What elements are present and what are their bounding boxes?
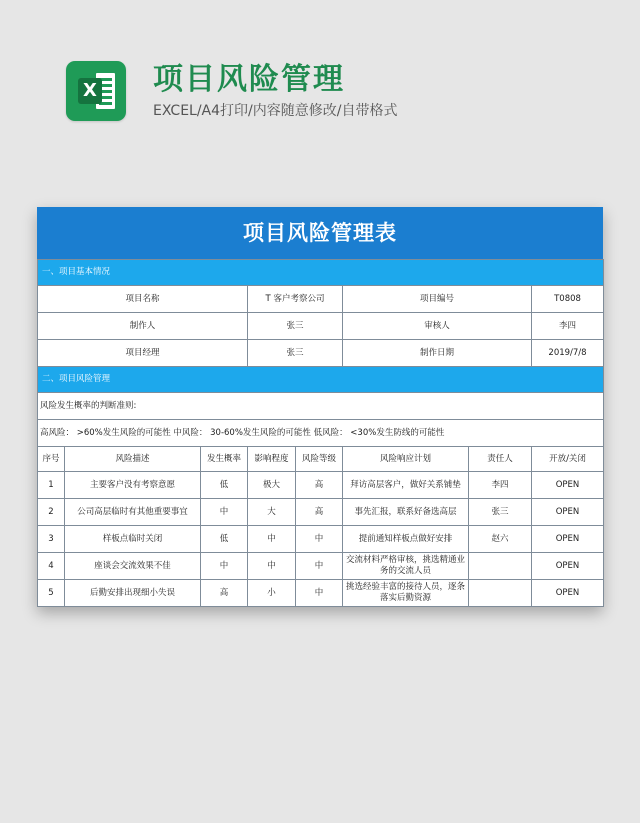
cell-level: 中 xyxy=(296,553,343,580)
criteria-text: 高风险： >60%发生风险的可能性 中风险： 30-60%发生风险的可能性 低风险： <30%发生防线的可能性 xyxy=(38,420,604,447)
cell-response: 交流材料严格审核，挑选精通业务的交流人员 xyxy=(343,553,469,580)
table-row xyxy=(38,526,604,553)
cell-response: 提前通知样板点做好安排 xyxy=(343,526,469,553)
cell-description: 公司高层临时有其他重要事宜 xyxy=(65,499,201,526)
cell-status: OPEN xyxy=(532,499,604,526)
cell-index: 5 xyxy=(38,580,65,607)
criteria-row xyxy=(38,393,604,420)
cell-owner: 赵六 xyxy=(469,526,532,553)
info-label: 制作人 xyxy=(38,313,248,340)
cell-level: 中 xyxy=(296,580,343,607)
info-label: 项目经理 xyxy=(38,340,248,367)
cell-description: 主要客户没有考察意愿 xyxy=(65,472,201,499)
column-header: 发生概率 xyxy=(201,447,248,472)
excel-logo-icon xyxy=(66,61,126,121)
info-value: T0808 xyxy=(532,286,604,313)
cell-description: 座谈会交流效果不佳 xyxy=(65,553,201,580)
info-label: 项目编号 xyxy=(343,286,532,313)
cell-index: 3 xyxy=(38,526,65,553)
risk-table xyxy=(37,259,604,607)
section-row xyxy=(38,367,604,393)
cell-index: 4 xyxy=(38,553,65,580)
section-risk-management: 二、项目风险管理 xyxy=(38,367,604,393)
info-label: 审核人 xyxy=(343,313,532,340)
info-label: 制作日期 xyxy=(343,340,532,367)
section-row xyxy=(38,260,604,286)
column-header: 影响程度 xyxy=(248,447,296,472)
cell-impact: 小 xyxy=(248,580,296,607)
cell-index: 2 xyxy=(38,499,65,526)
table-row xyxy=(38,472,604,499)
excel-x-badge: X xyxy=(78,78,102,104)
cell-impact: 中 xyxy=(248,526,296,553)
cell-index: 1 xyxy=(38,472,65,499)
info-row xyxy=(38,286,604,313)
sheet-title: 项目风险管理表 xyxy=(37,207,603,259)
cell-impact: 中 xyxy=(248,553,296,580)
cell-probability: 高 xyxy=(201,580,248,607)
cell-level: 高 xyxy=(296,499,343,526)
table-row xyxy=(38,499,604,526)
cell-description: 后勤安排出现细小失误 xyxy=(65,580,201,607)
info-row xyxy=(38,340,604,367)
table-row xyxy=(38,580,604,607)
column-header: 责任人 xyxy=(469,447,532,472)
cell-probability: 中 xyxy=(201,499,248,526)
column-header: 开放/关闭 xyxy=(532,447,604,472)
criteria-label: 风险发生概率的判断准则: xyxy=(38,393,604,420)
cell-status: OPEN xyxy=(532,580,604,607)
cell-response: 事先汇报，联系好备选高层 xyxy=(343,499,469,526)
table-row xyxy=(38,553,604,580)
cell-probability: 低 xyxy=(201,472,248,499)
cell-status: OPEN xyxy=(532,472,604,499)
section-basic-info: 一、项目基本情况 xyxy=(38,260,604,286)
cell-impact: 极大 xyxy=(248,472,296,499)
cell-probability: 中 xyxy=(201,553,248,580)
cell-probability: 低 xyxy=(201,526,248,553)
column-header: 风险等级 xyxy=(296,447,343,472)
column-header: 风险响应计划 xyxy=(343,447,469,472)
info-value: 张三 xyxy=(248,313,343,340)
page-title: 项目风险管理 xyxy=(153,62,345,97)
info-label: 项目名称 xyxy=(38,286,248,313)
criteria-row xyxy=(38,420,604,447)
info-value: 李四 xyxy=(532,313,604,340)
page-subtitle: EXCEL/A4打印/内容随意修改/自带格式 xyxy=(153,103,398,119)
column-header: 风险描述 xyxy=(65,447,201,472)
cell-description: 样板点临时关闭 xyxy=(65,526,201,553)
cell-level: 中 xyxy=(296,526,343,553)
cell-status: OPEN xyxy=(532,526,604,553)
cell-status: OPEN xyxy=(532,553,604,580)
cell-owner: 张三 xyxy=(469,499,532,526)
cell-owner xyxy=(469,580,532,607)
table-header-row xyxy=(38,447,604,472)
cell-owner: 李四 xyxy=(469,472,532,499)
cell-owner xyxy=(469,553,532,580)
info-value: 2019/7/8 xyxy=(532,340,604,367)
info-row xyxy=(38,313,604,340)
cell-level: 高 xyxy=(296,472,343,499)
cell-impact: 大 xyxy=(248,499,296,526)
cell-response: 拜访高层客户，做好关系铺垫 xyxy=(343,472,469,499)
cell-response: 挑选经验丰富的接待人员，逐条落实后勤资源 xyxy=(343,580,469,607)
info-value: 张三 xyxy=(248,340,343,367)
info-value: T 客户考察公司 xyxy=(248,286,343,313)
column-header: 序号 xyxy=(38,447,65,472)
spreadsheet-preview xyxy=(37,207,603,607)
